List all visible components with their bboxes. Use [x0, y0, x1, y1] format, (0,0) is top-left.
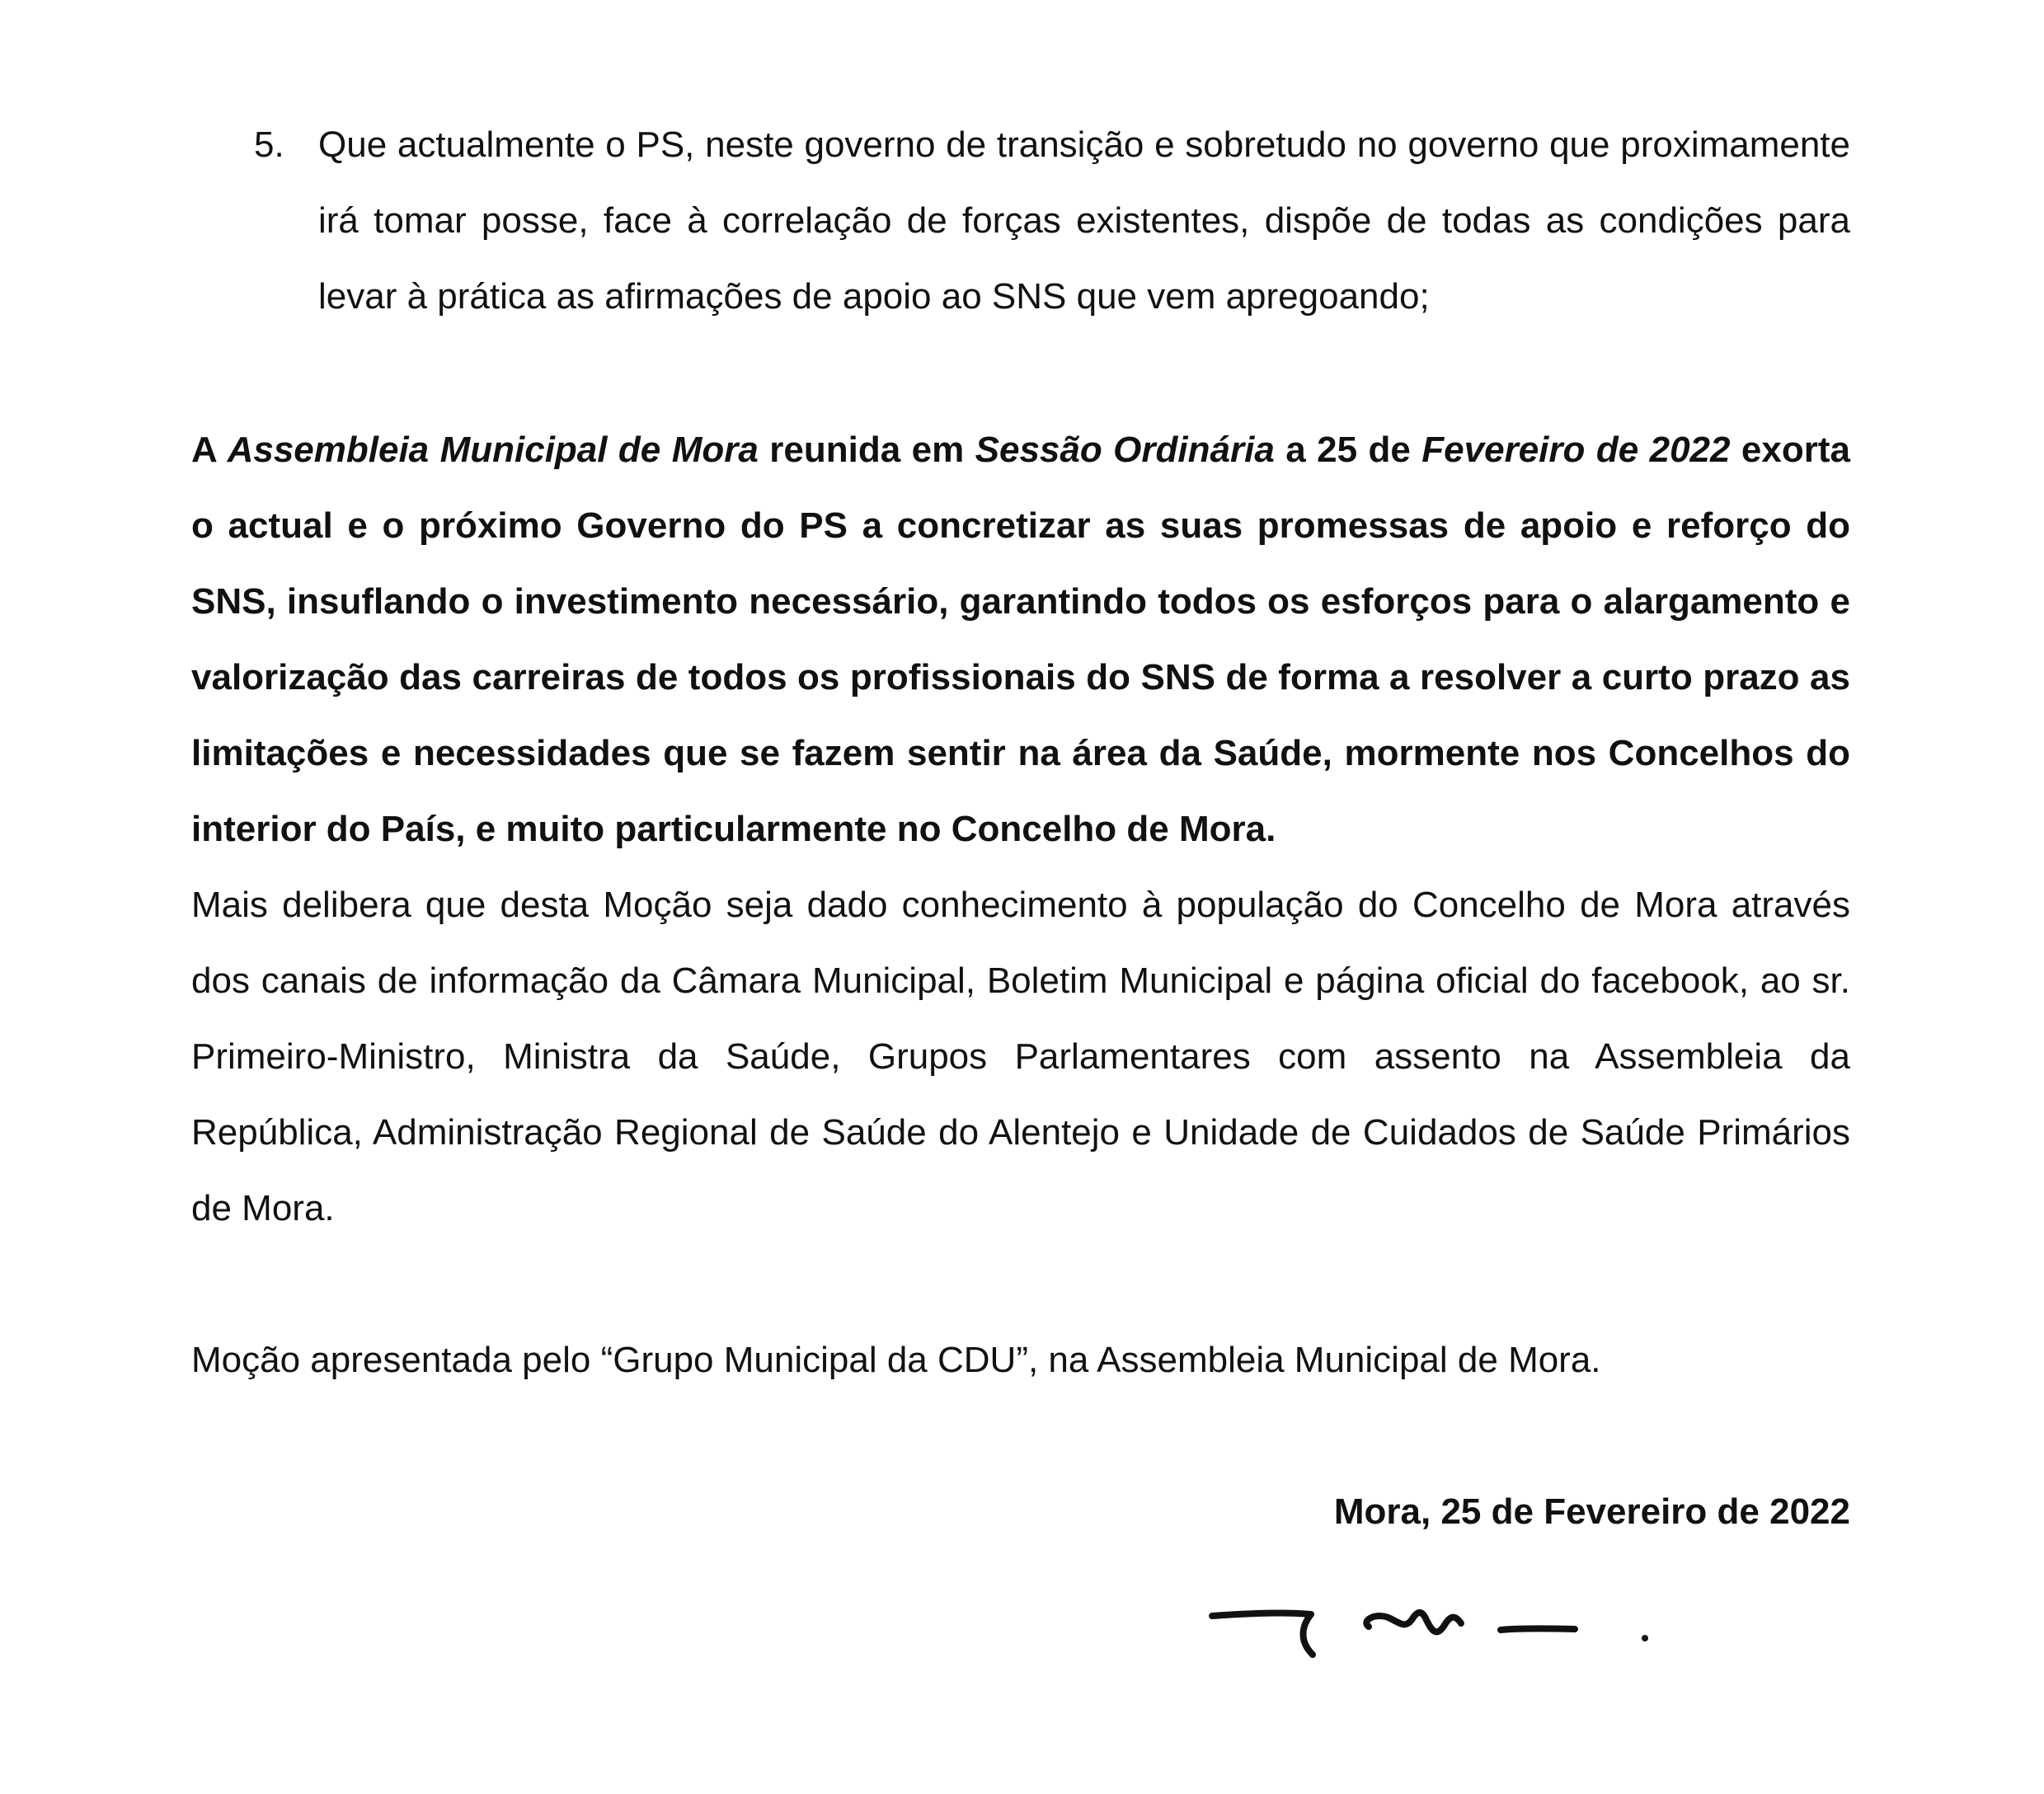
- resolution-italic-2: Sessão Ordinária: [975, 430, 1275, 470]
- resolution-italic-3: Fevereiro de 2022: [1421, 430, 1731, 470]
- date-line: Mora, 25 de Fevereiro de 2022: [1333, 1491, 1850, 1532]
- resolution-text-4: exorta o actual e o próximo Governo do PS a concretizar as suas promessas de apoio e reforço do SNS, insuflando o investimento necessário, garantindo todos os esforços para o alargamento e valorização das carreiras de todos os profissionais do SNS de forma a resolver a curto prazo as limitações e necessidades que se fazem sentir na área da Saúde, mormente nos Concelhos do interior do País, e muito particularmente no Concelho de Mora.: [191, 430, 1850, 849]
- resolution-text-2: reunida em: [758, 430, 975, 470]
- signature-image: [1204, 1579, 1666, 1678]
- resolution-text-1: A: [191, 430, 228, 470]
- dissemination-paragraph: Mais delibera que desta Moção seja dado conhecimento à população do Concelho de Mora através dos canais de informação da Câmara Municipal, Boletim Municipal e página oficial do facebook, ao sr. Primeiro-Ministro, Ministra da Saúde, Grupos Parlamentares com assento na Assembleia da República, Administração Regional de Saúde do Alentejo e Unidade de Cuidados de Saúde Primários de Mora.: [191, 885, 1850, 1228]
- motion-author-paragraph: Moção apresentada pelo “Grupo Municipal da CDU”, na Assembleia Municipal de Mora.: [191, 1340, 1601, 1380]
- resolution-text-3: a 25 de: [1274, 430, 1422, 470]
- resolution-italic-1: Assembleia Municipal de Mora: [227, 430, 759, 470]
- list-item-number: 5.: [254, 124, 284, 165]
- resolution-paragraph: [191, 412, 1850, 867]
- list-item-text: Que actualmente o PS, neste governo de transição e sobretudo no governo que proximamente irá tomar posse, face à correlação de forças existentes, dispõe de todas as condições para levar à prática as afirmações de apoio ao SNS que vem apregoando;: [318, 124, 1850, 317]
